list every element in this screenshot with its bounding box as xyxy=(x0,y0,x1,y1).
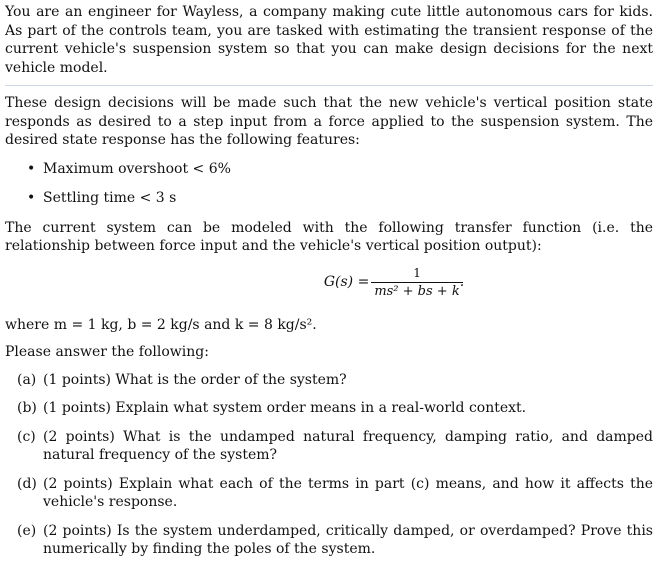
question-a xyxy=(5,371,653,390)
design-paragraph: These design decisions will be made such that the new vehicle's vertical position state responds as desired to a step input from a force applied to the suspension system. The desired state response has the following features: xyxy=(5,95,653,148)
requirement-overshoot xyxy=(5,160,653,179)
question-d xyxy=(5,475,653,512)
requirements-list xyxy=(5,160,653,208)
question-text: (2 points) Is the system underdamped, critically damped, or overdamped? Prove this numerically by finding the poles of the system. xyxy=(43,522,653,557)
requirement-settling-time xyxy=(5,189,653,208)
requirement-text: Maximum overshoot < 6% xyxy=(43,160,231,177)
bullet-icon: • xyxy=(27,190,36,206)
questions-list xyxy=(5,371,653,559)
question-label: (d) xyxy=(17,475,37,492)
equation-numerator: 1 xyxy=(371,266,462,283)
equation-period: . xyxy=(459,274,465,291)
requirement-text: Settling time < 3 s xyxy=(43,190,177,206)
instructions-line: Please answer the following: xyxy=(5,344,209,360)
bullet-icon: • xyxy=(27,160,36,177)
equation-denominator: ms² + bs + k xyxy=(374,283,460,299)
question-label: (b) xyxy=(17,400,37,416)
question-label: (a) xyxy=(17,371,37,388)
question-text: (2 points) Explain what each of the terms in part (c) means, and how it affects the vehicle's response. xyxy=(43,475,653,510)
question-text: (1 points) Explain what system order means in a real-world context. xyxy=(43,400,527,416)
intro-paragraph: You are an engineer for Wayless, a company making cute little autonomous cars for kids. As part of the controls team, you are tasked with estimating the transient response of the current vehicle's suspension system so that you can make design decisions for the next vehicle model. xyxy=(5,3,653,86)
question-c xyxy=(5,428,653,465)
question-label: (e) xyxy=(17,522,37,539)
problem-document xyxy=(5,3,653,569)
question-label: (c) xyxy=(17,428,36,445)
equation-lhs: G(s) = xyxy=(323,274,370,291)
question-text: (1 points) What is the order of the system? xyxy=(43,371,347,388)
question-text: (2 points) What is the undamped natural frequency, damping ratio, and damped natural frequency of the system? xyxy=(43,428,653,463)
equation-fraction xyxy=(374,266,459,300)
question-b xyxy=(5,399,653,418)
transfer-function-equation xyxy=(5,266,653,312)
model-paragraph: The current system can be modeled with the following transfer function (i.e. the relationship between force input and the vehicle's vertical position output): xyxy=(5,219,653,254)
parameters-line: where m = 1 kg, b = 2 kg/s and k = 8 kg/s². xyxy=(5,316,317,333)
